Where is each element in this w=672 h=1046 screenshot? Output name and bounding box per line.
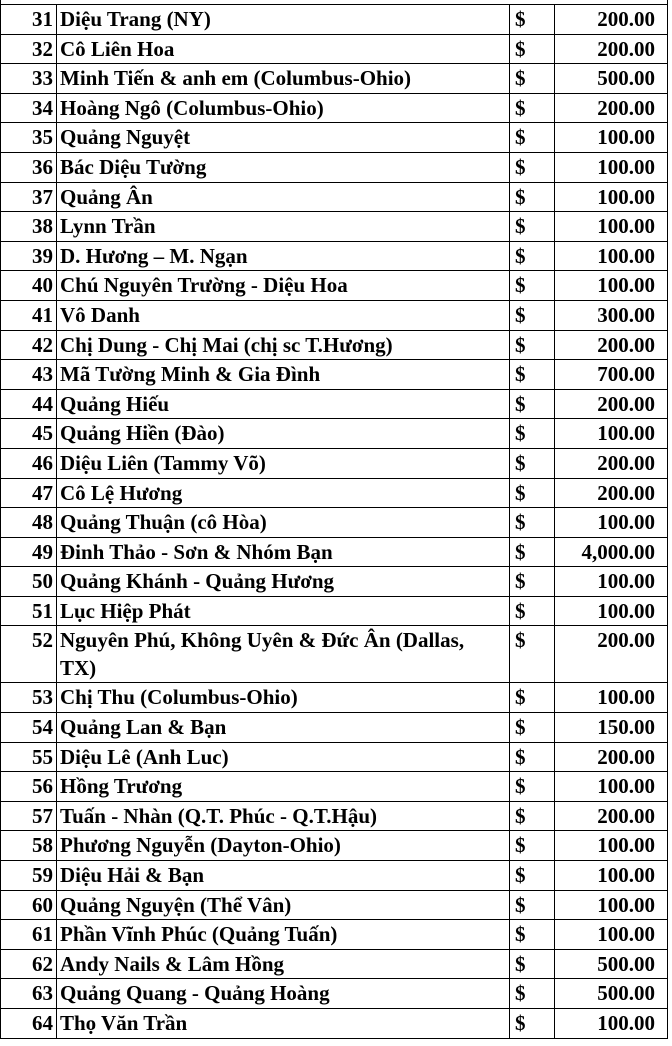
table-row	[1, 64, 668, 94]
table-row	[1, 596, 668, 626]
currency-symbol: $	[510, 508, 555, 538]
donor-name: Diệu Lê (Anh Luc)	[57, 742, 510, 772]
donor-name: Diệu Trang (NY)	[57, 5, 510, 35]
currency-symbol: $	[510, 1009, 555, 1039]
donation-amount: 100.00	[555, 567, 668, 597]
table-row	[1, 123, 668, 153]
donor-name: Nguyên Phú, Không Uyên & Đức Ân (Dallas, TX)	[57, 626, 510, 683]
table-row	[1, 93, 668, 123]
donor-name: Mã Tường Minh & Gia Đình	[57, 360, 510, 390]
donor-name: Tuấn - Nhàn (Q.T. Phúc - Q.T.Hậu)	[57, 801, 510, 831]
row-number: 51	[1, 596, 57, 626]
row-number: 59	[1, 861, 57, 891]
row-number: 61	[1, 920, 57, 950]
donation-amount: 500.00	[555, 949, 668, 979]
donor-name: Quảng Thuận (cô Hòa)	[57, 508, 510, 538]
currency-symbol: $	[510, 861, 555, 891]
currency-symbol: $	[510, 683, 555, 713]
donor-name: Lục Hiệp Phát	[57, 596, 510, 626]
row-number: 52	[1, 626, 57, 683]
donation-amount: 200.00	[555, 93, 668, 123]
row-number: 57	[1, 801, 57, 831]
row-number: 46	[1, 448, 57, 478]
donor-name: Quảng Nguyệt	[57, 123, 510, 153]
row-number: 62	[1, 949, 57, 979]
donor-name: Phương Nguyễn (Dayton-Ohio)	[57, 831, 510, 861]
row-number: 50	[1, 567, 57, 597]
row-number: 44	[1, 389, 57, 419]
table-row	[1, 152, 668, 182]
currency-symbol: $	[510, 241, 555, 271]
donation-amount: 100.00	[555, 772, 668, 802]
donor-name: D. Hương – M. Ngạn	[57, 241, 510, 271]
table-row	[1, 979, 668, 1009]
table-row	[1, 949, 668, 979]
donation-amount: 200.00	[555, 330, 668, 360]
currency-symbol: $	[510, 742, 555, 772]
table-row	[1, 419, 668, 449]
row-number: 42	[1, 330, 57, 360]
currency-symbol: $	[510, 360, 555, 390]
table-row	[1, 890, 668, 920]
table-row	[1, 861, 668, 891]
currency-symbol: $	[510, 949, 555, 979]
row-number: 54	[1, 713, 57, 743]
currency-symbol: $	[510, 34, 555, 64]
row-number: 39	[1, 241, 57, 271]
donor-name: Bác Diệu Tường	[57, 152, 510, 182]
currency-symbol: $	[510, 831, 555, 861]
donation-amount: 100.00	[555, 683, 668, 713]
row-number: 48	[1, 508, 57, 538]
table-row	[1, 448, 668, 478]
donation-amount: 200.00	[555, 478, 668, 508]
currency-symbol: $	[510, 567, 555, 597]
row-number: 38	[1, 212, 57, 242]
row-number: 64	[1, 1009, 57, 1039]
donor-name: Phần Vĩnh Phúc (Quảng Tuấn)	[57, 920, 510, 950]
currency-symbol: $	[510, 979, 555, 1009]
donation-amount: 300.00	[555, 300, 668, 330]
donor-name: Diệu Hải & Bạn	[57, 861, 510, 891]
row-number: 32	[1, 34, 57, 64]
row-number: 60	[1, 890, 57, 920]
donation-amount: 100.00	[555, 419, 668, 449]
currency-symbol: $	[510, 212, 555, 242]
table-row	[1, 831, 668, 861]
table-row	[1, 742, 668, 772]
currency-symbol: $	[510, 596, 555, 626]
row-number: 49	[1, 537, 57, 567]
currency-symbol: $	[510, 300, 555, 330]
currency-symbol: $	[510, 772, 555, 802]
row-number: 63	[1, 979, 57, 1009]
currency-symbol: $	[510, 478, 555, 508]
table-row	[1, 713, 668, 743]
donation-amount: 500.00	[555, 64, 668, 94]
donor-name: Quảng Ân	[57, 182, 510, 212]
currency-symbol: $	[510, 64, 555, 94]
table-row	[1, 478, 668, 508]
table-row	[1, 271, 668, 301]
donation-amount: 100.00	[555, 182, 668, 212]
donation-amount: 200.00	[555, 801, 668, 831]
currency-symbol: $	[510, 93, 555, 123]
donor-name: Chú Nguyên Trường - Diệu Hoa	[57, 271, 510, 301]
row-number: 56	[1, 772, 57, 802]
currency-symbol: $	[510, 448, 555, 478]
donation-amount: 100.00	[555, 831, 668, 861]
row-number: 58	[1, 831, 57, 861]
donation-table-body	[1, 5, 668, 1039]
donation-amount: 150.00	[555, 713, 668, 743]
table-row	[1, 389, 668, 419]
table-row	[1, 300, 668, 330]
donation-amount: 100.00	[555, 596, 668, 626]
currency-symbol: $	[510, 182, 555, 212]
donor-name: Quảng Quang - Quảng Hoàng	[57, 979, 510, 1009]
donor-name: Quảng Hiếu	[57, 389, 510, 419]
table-row	[1, 241, 668, 271]
row-number: 33	[1, 64, 57, 94]
table-row	[1, 508, 668, 538]
donor-name: Đinh Thảo - Sơn & Nhóm Bạn	[57, 537, 510, 567]
table-row	[1, 567, 668, 597]
currency-symbol: $	[510, 271, 555, 301]
donation-amount: 200.00	[555, 34, 668, 64]
donation-amount: 200.00	[555, 742, 668, 772]
currency-symbol: $	[510, 801, 555, 831]
row-number: 36	[1, 152, 57, 182]
currency-symbol: $	[510, 152, 555, 182]
currency-symbol: $	[510, 920, 555, 950]
row-number: 53	[1, 683, 57, 713]
currency-symbol: $	[510, 123, 555, 153]
donor-name: Quảng Khánh - Quảng Hương	[57, 567, 510, 597]
donor-name: Quảng Hiền (Đào)	[57, 419, 510, 449]
donation-amount: 700.00	[555, 360, 668, 390]
donation-amount: 100.00	[555, 123, 668, 153]
row-number: 37	[1, 182, 57, 212]
currency-symbol: $	[510, 5, 555, 35]
table-row	[1, 212, 668, 242]
row-number: 47	[1, 478, 57, 508]
donation-amount: 200.00	[555, 448, 668, 478]
donor-name: Cô Lệ Hương	[57, 478, 510, 508]
donor-name: Cô Liên Hoa	[57, 34, 510, 64]
row-number: 40	[1, 271, 57, 301]
donation-amount: 100.00	[555, 152, 668, 182]
table-row	[1, 34, 668, 64]
currency-symbol: $	[510, 890, 555, 920]
table-row	[1, 330, 668, 360]
table-row	[1, 5, 668, 35]
donor-name: Minh Tiến & anh em (Columbus-Ohio)	[57, 64, 510, 94]
donor-name: Vô Danh	[57, 300, 510, 330]
table-row	[1, 626, 668, 683]
currency-symbol: $	[510, 389, 555, 419]
donation-amount: 100.00	[555, 1009, 668, 1039]
table-row	[1, 182, 668, 212]
table-row	[1, 920, 668, 950]
row-number: 45	[1, 419, 57, 449]
donation-amount: 100.00	[555, 920, 668, 950]
donor-name: Diệu Liên (Tammy Võ)	[57, 448, 510, 478]
currency-symbol: $	[510, 626, 555, 683]
donor-name: Hồng Trương	[57, 772, 510, 802]
donation-amount: 200.00	[555, 5, 668, 35]
donation-amount: 500.00	[555, 979, 668, 1009]
currency-symbol: $	[510, 330, 555, 360]
table-row	[1, 360, 668, 390]
donation-amount: 100.00	[555, 241, 668, 271]
donor-name: Andy Nails & Lâm Hồng	[57, 949, 510, 979]
donor-name: Quảng Lan & Bạn	[57, 713, 510, 743]
row-number: 43	[1, 360, 57, 390]
row-number: 31	[1, 5, 57, 35]
donor-name: Thọ Văn Trần	[57, 1009, 510, 1039]
row-number: 55	[1, 742, 57, 772]
currency-symbol: $	[510, 419, 555, 449]
row-number: 41	[1, 300, 57, 330]
table-row	[1, 537, 668, 567]
row-number: 34	[1, 93, 57, 123]
donation-amount: 200.00	[555, 626, 668, 683]
table-row	[1, 683, 668, 713]
donation-amount: 100.00	[555, 890, 668, 920]
donation-amount: 100.00	[555, 212, 668, 242]
donor-name: Chị Dung - Chị Mai (chị sc T.Hương)	[57, 330, 510, 360]
donor-name: Lynn Trần	[57, 212, 510, 242]
donation-amount: 100.00	[555, 861, 668, 891]
donor-name: Hoàng Ngô (Columbus-Ohio)	[57, 93, 510, 123]
donation-amount: 100.00	[555, 508, 668, 538]
donation-amount: 200.00	[555, 389, 668, 419]
row-number: 35	[1, 123, 57, 153]
donation-table	[0, 4, 668, 1039]
table-row	[1, 801, 668, 831]
donor-name: Chị Thu (Columbus-Ohio)	[57, 683, 510, 713]
currency-symbol: $	[510, 713, 555, 743]
donation-amount: 4,000.00	[555, 537, 668, 567]
table-row	[1, 772, 668, 802]
table-row	[1, 1009, 668, 1039]
donation-amount: 100.00	[555, 271, 668, 301]
donor-name: Quảng Nguyện (Thể Vân)	[57, 890, 510, 920]
currency-symbol: $	[510, 537, 555, 567]
